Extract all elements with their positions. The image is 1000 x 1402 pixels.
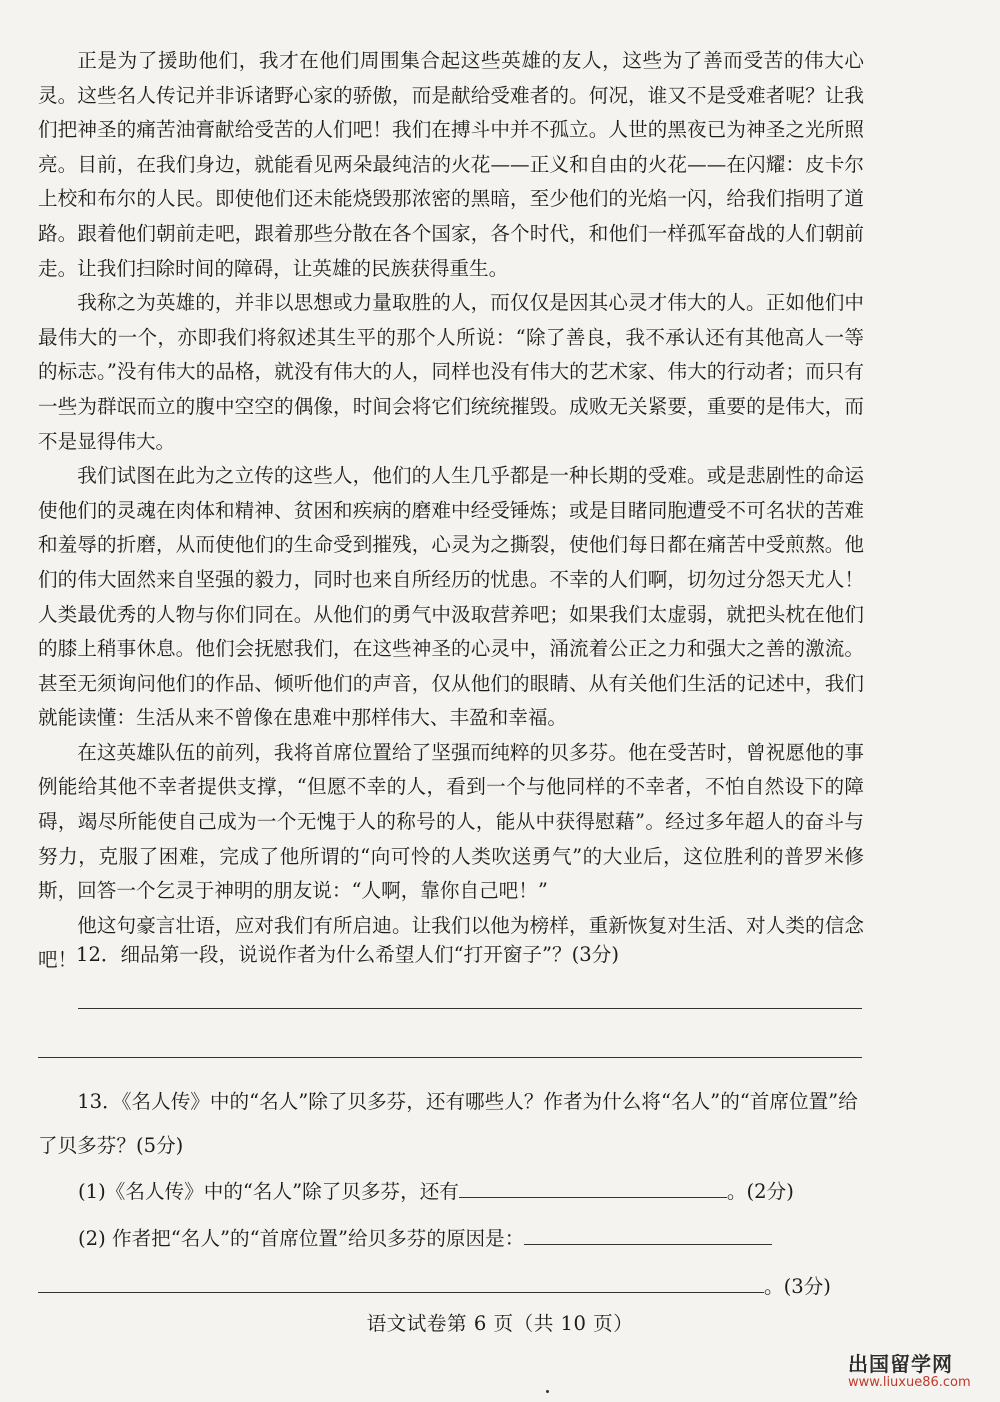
question-12-text: 12．细品第一段，说说作者为什么希望人们“打开窗子”？(3分) (76, 943, 619, 966)
question-12 (38, 935, 864, 975)
passage-paragraph-1: 正是为了援助他们，我才在他们周围集合起这些英雄的友人，这些为了善而受苦的伟大心灵。这些名人传记并非诉诸野心家的骄傲，而是献给受难者的。何况，谁又不是受难者呢？让我们把神圣的痛苦油膏献给受苦的人们吧！我们在搏斗中并不孤立。人世的黑夜已为神圣之光所照亮。目前，在我们身边，就能看见两朵最纯洁的火花——正义和自由的火花——在闪耀：皮卡尔上校和布尔的人民。即使他们还未能烧毁那浓密的黑暗，至少他们的光焰一闪，给我们指明了道路。跟着他们朝前走吧，跟着那些分散在各个国家，各个时代，和他们一样孤军奋战的人们朝前走。让我们扫除时间的障碍，让英雄的民族获得重生。 (38, 49, 864, 280)
question-13-part-1-blank[interactable] (459, 1177, 727, 1198)
passage-paragraph-2: 我称之为英雄的，并非以思想或力量取胜的人，而仅仅是因其心灵才伟大的人。正如他们中最伟大的一个，亦即我们将叙述其生平的那个人所说：“除了善良，我不承认还有其他高人一等的标志。”没有伟大的品格，就没有伟大的人，同样也没有伟大的艺术家、伟大的行动者；而只有一些为群氓而立的腹中空空的偶像，时间会将它们统统摧毁。成败无关紧要，重要的是伟大，而不是显得伟大。 (38, 291, 864, 453)
question-13-part-2-blank[interactable] (524, 1224, 772, 1245)
scan-speck (546, 1390, 549, 1393)
question-13 (38, 1080, 864, 1168)
passage-paragraph-4: 在这英雄队伍的前列，我将首席位置给了坚强而纯粹的贝多芬。他在受苦时，曾祝愿他的事例能给其他不幸者提供支撑，“但愿不幸的人，看到一个与他同样的不幸者，不怕自然设下的障碍，竭尽所能使自己成为一个无愧于人的称号的人，能从中获得慰藉”。经过多年超人的奋斗与努力，克服了困难，完成了他所谓的“向可怜的人类吹送勇气”的大业后，这位胜利的普罗米修斯，回答一个乞灵于神明的朋友说：“人啊，靠你自己吧！” (38, 740, 864, 903)
passage-paragraph-3: 我们试图在此为之立传的这些人，他们的人生几乎都是一种长期的受难。或是悲剧性的命运使他们的灵魂在肉体和精神、贫困和疾病的磨难中经受锤炼；或是目睹同胞遭受不可名状的苦难和羞辱的折磨，从而使他们的生命受到摧残，心灵为之撕裂，使他们每日都在痛苦中受煎熬。他们的伟大固然来自坚强的毅力，同时也来自所经历的忧患。不幸的人们啊，切勿过分怨天尤人！人类最优秀的人物与你们同在。从他们的勇气中汲取营养吧；如果我们太虚弱，就把头枕在他们的膝上稍事休息。他们会抚慰我们，在这些神圣的心灵中，涌流着公正之力和强大之善的激流。甚至无须询问他们的作品、倾听他们的声音，仅从他们的眼睛、从有关他们生活的记述中，我们就能读懂：生活从来不曾像在患难中那样伟大、丰盈和幸福。 (38, 464, 864, 730)
question-13-part-2-prefix: (2) 作者把“名人”的“首席位置”给贝多芬的原因是： (78, 1227, 525, 1250)
question-12-answer-line-2[interactable] (38, 1057, 862, 1058)
site-watermark (848, 1348, 988, 1392)
question-13-part-1-prefix: (1)《名人传》中的“名人”除了贝多芬，还有 (78, 1180, 459, 1203)
watermark-url: www.liuxue86.com (848, 1375, 971, 1390)
question-13-part-2-suffix: 。(3分) (764, 1275, 831, 1298)
passage-paragraph-5: 他这句豪言壮语，应对我们有所启迪。让我们以他为榜样，重新恢复对生活、对人类的信念吧！ (38, 913, 864, 972)
question-13-text: 13．《名人传》中的“名人”除了贝多芬，还有哪些人？作者为什么将“名人”的“首席位置”给了贝多芬？(5分) (38, 1090, 858, 1157)
question-12-answer-line-1[interactable] (78, 1008, 862, 1009)
question-13-part-1 (78, 1175, 794, 1204)
reading-passage (38, 44, 864, 978)
page-footer: 语文试卷第 6 页（共 10 页） (366, 1312, 634, 1335)
question-13-part-2-continuation (38, 1270, 831, 1299)
question-13-part-2 (78, 1222, 772, 1251)
watermark-title: 出国留学网 (848, 1352, 953, 1376)
question-13-part-1-suffix: 。(2分) (726, 1180, 794, 1203)
question-13-part-2-blank-line-2[interactable] (38, 1272, 764, 1293)
